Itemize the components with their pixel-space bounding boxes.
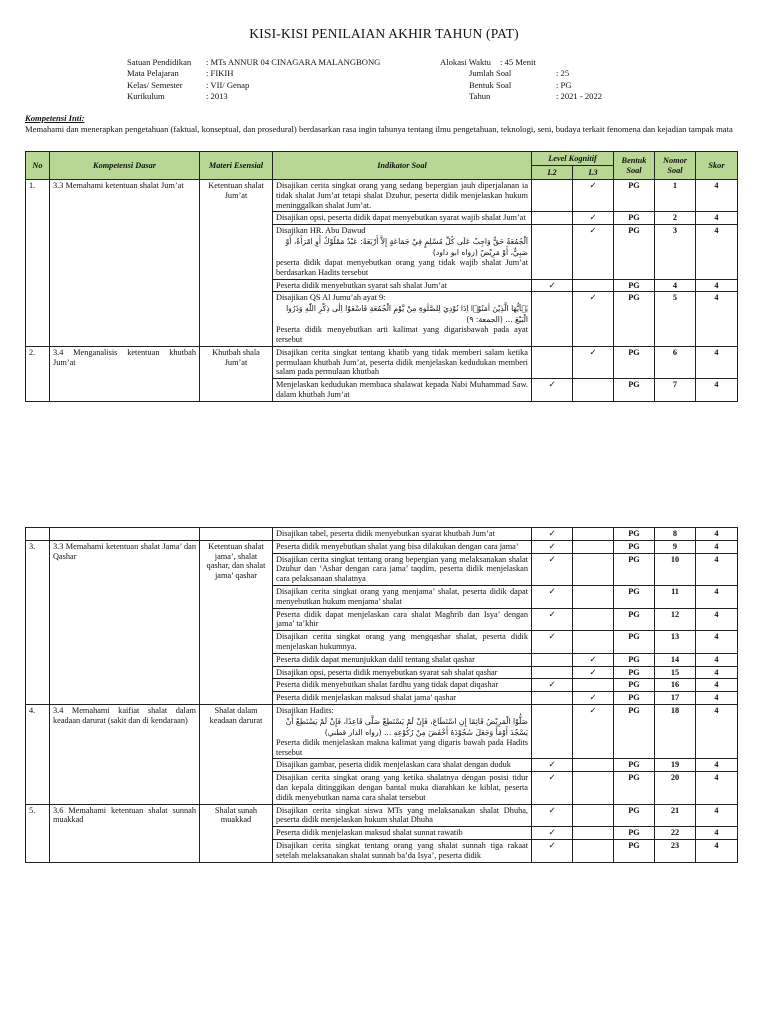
cell-l3-check — [573, 379, 614, 402]
cell-indikator — [273, 225, 532, 279]
cell-skor: 4 — [696, 292, 738, 346]
cell-indikator — [273, 212, 532, 225]
cell-l2-check — [532, 704, 573, 758]
cell-skor: 4 — [696, 692, 738, 705]
cell-skor: 4 — [696, 346, 738, 378]
cell-indikator — [273, 528, 532, 541]
cell-materi: Shalat sunah muakkad — [200, 804, 273, 862]
indikator-text: Disajikan cerita singkat tentang orang yang shalat sunnah tiga rakaat setelah melaksanakan shalat sunnah ba’da Isya’, peserta didik — [276, 840, 528, 860]
indikator-text: Disajikan QS Al Jumu’ah ayat 9: — [276, 293, 386, 303]
header-l2: L2 — [532, 166, 573, 180]
cell-l3-check: ✓ — [573, 180, 614, 212]
cell-bentuk-soal: PG — [614, 692, 655, 705]
cell-nomor-soal: 23 — [655, 839, 696, 862]
cell-bentuk-soal: PG — [614, 225, 655, 279]
indikator-text: peserta didik dapat menyebutkan orang yang tidak wajib shalat Jum’at berdasarkan Hadits tersebut — [276, 257, 528, 277]
meta-value: : MTs ANNUR 04 CINAGARA MALANGBONG — [206, 57, 381, 67]
cell-indikator — [273, 839, 532, 862]
cell-l2-check — [532, 180, 573, 212]
header-indikator: Indikator Soal — [273, 152, 532, 180]
cell-nomor-soal: 22 — [655, 827, 696, 840]
indikator-text: Peserta didik menjelaskan maksud shalat jama’ qashar — [276, 693, 457, 703]
meta-row — [127, 80, 380, 91]
cell-indikator — [273, 540, 532, 553]
indikator-text: Peserta didik dapat menjelaskan cara shalat Maghrib dan Isya’ dengan jama’ ta’khir — [276, 609, 528, 629]
cell-l3-check: ✓ — [573, 653, 614, 666]
meta-value: : 2013 — [206, 91, 228, 102]
header-kompetensi-dasar: Kompetensi Dasar — [50, 152, 200, 180]
cell-bentuk-soal: PG — [614, 839, 655, 862]
cell-bentuk-soal: PG — [614, 666, 655, 679]
meta-label: Kelas/ Semester — [127, 79, 183, 90]
meta-value: : 25 — [556, 68, 570, 79]
cell-indikator — [273, 666, 532, 679]
cell-l3-check — [573, 540, 614, 553]
cell-l2-check — [532, 666, 573, 679]
cell-materi — [200, 528, 273, 541]
kisi-table-1 — [25, 151, 738, 402]
cell-skor: 4 — [696, 772, 738, 804]
indikator-text: Disajikan tabel, peserta didik menyebutkan syarat khutbah Jum’at — [276, 529, 495, 538]
cell-l2-check: ✓ — [532, 528, 573, 541]
colon: : — [81, 113, 85, 123]
cell-indikator — [273, 292, 532, 346]
cell-kompetensi-dasar: 3.4 Memahami kaifiat shalat dalam keadaan darurat (sakit dan di kendaraan) — [50, 704, 200, 804]
cell-l3-check — [573, 839, 614, 862]
cell-nomor-soal: 6 — [655, 346, 696, 378]
cell-l2-check — [532, 292, 573, 346]
cell-skor: 4 — [696, 379, 738, 402]
cell-l2-check: ✓ — [532, 827, 573, 840]
indikator-text: Peserta didik menjelaskan makna kalimat yang digaris bawah pada Hadits tersebut — [276, 737, 528, 757]
cell-l2-check: ✓ — [532, 279, 573, 292]
cell-l2-check: ✓ — [532, 804, 573, 827]
cell-skor: 4 — [696, 528, 738, 541]
meta-value: : PG — [556, 79, 572, 90]
cell-bentuk-soal: PG — [614, 346, 655, 378]
meta-value: : 45 Menit — [500, 57, 536, 67]
table-body — [26, 528, 738, 863]
cell-l2-check — [532, 346, 573, 378]
kompetensi-inti-text: Memahami dan menerapkan pengetahuan (faktual, konseptual, dan prosedural) berdasarkan rasa ingin tahunya tentang ilmu pengetahuan, teknologi, seni, budaya terkait fenomena dan kejadian tampak mata — [25, 124, 733, 134]
cell-indikator — [273, 827, 532, 840]
cell-skor: 4 — [696, 608, 738, 631]
cell-l2-check — [532, 225, 573, 279]
cell-bentuk-soal: PG — [614, 827, 655, 840]
header-level-kognitif: Level Kognitif — [532, 152, 614, 166]
cell-indikator — [273, 553, 532, 585]
cell-l3-check — [573, 608, 614, 631]
cell-l2-check: ✓ — [532, 540, 573, 553]
cell-l3-check — [573, 279, 614, 292]
cell-indikator — [273, 346, 532, 378]
indikator-text: Disajikan opsi, peserta didik menyebutkan syarat sah shalat qashar — [276, 667, 498, 677]
cell-bentuk-soal: PG — [614, 553, 655, 585]
cell-skor: 4 — [696, 553, 738, 585]
table-row — [26, 704, 738, 758]
cell-nomor-soal: 12 — [655, 608, 696, 631]
cell-no: 2. — [26, 346, 50, 401]
cell-l3-check — [573, 679, 614, 692]
cell-l2-check: ✓ — [532, 679, 573, 692]
meta-label: Jumlah Soal — [469, 68, 512, 79]
cell-no — [26, 528, 50, 541]
meta-right — [440, 57, 602, 103]
cell-bentuk-soal: PG — [614, 212, 655, 225]
table-row — [26, 180, 738, 212]
cell-nomor-soal: 15 — [655, 666, 696, 679]
cell-skor: 4 — [696, 631, 738, 654]
cell-indikator — [273, 679, 532, 692]
indikator-text: Disajikan cerita singkat siswa MTs yang melaksanakan shalat Dhuha, peserta didik menjelaskan hukum shalat Dhuha — [276, 805, 528, 825]
cell-l3-check — [573, 528, 614, 541]
cell-skor: 4 — [696, 827, 738, 840]
cell-bentuk-soal: PG — [614, 759, 655, 772]
cell-l3-check: ✓ — [573, 225, 614, 279]
cell-bentuk-soal: PG — [614, 631, 655, 654]
cell-nomor-soal: 2 — [655, 212, 696, 225]
cell-l3-check — [573, 772, 614, 804]
indikator-text: Peserta didik menyebutkan shalat fardhu yang tidak dapat diqashar — [276, 680, 499, 690]
meta-label: Alokasi Waktu — [440, 57, 491, 67]
header-skor: Skor — [696, 152, 738, 180]
cell-l3-check — [573, 553, 614, 585]
header-bentuk-soal: Bentuk Soal — [614, 152, 655, 180]
indikator-text: Disajikan cerita singkat tentang orang bepergian yang melaksanakan shalat Dzuhur dan ‘Ashar dengan cara jama’ taqdim, peserta didik menjelaskan cara pelaksanaan shalatnya — [276, 554, 528, 584]
arabic-quote: صَلُّوْا الْمَرِيْضُ قَائِمًا إِنِ اسْتَطَاعَ، فَإِنْ لَمْ يَسْتَطِعْ صَلَّى قَاعِدًا، فَإِنْ لَمْ يَسْتَطِعْ أَنْ يَسْجُدَ أَوْمَأَ وَجَعَلَ سُجُوْدَهُ أَخْفَضَ مِنْ رُكُوْعِهِ ... (رواه الدار قطني) — [285, 716, 528, 737]
cell-skor: 4 — [696, 585, 738, 608]
indikator-text: Peserta didik menyebutkan syarat sah shalat Jum’at — [276, 280, 447, 290]
cell-l2-check: ✓ — [532, 585, 573, 608]
cell-l3-check — [573, 804, 614, 827]
cell-nomor-soal: 9 — [655, 540, 696, 553]
header-nomor-soal: Nomor Soal — [655, 152, 696, 180]
table-header-row — [26, 152, 738, 166]
header-materi: Materi Esensial — [200, 152, 273, 180]
indikator-text: Disajikan cerita singkat orang yang mengqashar shalat, peserta didik menjelaskan hukumnya. — [276, 632, 528, 651]
cell-skor: 4 — [696, 279, 738, 292]
cell-nomor-soal: 3 — [655, 225, 696, 279]
cell-kompetensi-dasar: 3.6 Memahami ketentuan shalat sunnah muakkad — [50, 804, 200, 862]
cell-nomor-soal: 14 — [655, 653, 696, 666]
cell-nomor-soal: 7 — [655, 379, 696, 402]
indikator-text: Peserta didik dapat menunjukkan dalil tentang shalat qashar — [276, 654, 475, 664]
cell-l2-check — [532, 653, 573, 666]
cell-materi: Shalat dalam keadaan darurat — [200, 704, 273, 804]
cell-skor: 4 — [696, 212, 738, 225]
indikator-text: Peserta didik menjelaskan maksud shalat sunnat rawatib — [276, 828, 463, 838]
cell-kompetensi-dasar — [50, 528, 200, 541]
cell-bentuk-soal: PG — [614, 608, 655, 631]
cell-indikator — [273, 608, 532, 631]
cell-indikator — [273, 585, 532, 608]
cell-no: 1. — [26, 180, 50, 347]
meta-value: : VII/ Genap — [206, 79, 250, 90]
meta-label: Bentuk Soal — [469, 79, 512, 90]
cell-skor: 4 — [696, 666, 738, 679]
indikator-text: Menjelaskan kedudukan membaca shalawat kepada Nabi Muhammad Saw. dalam khutbah Jum’at — [276, 380, 528, 399]
cell-bentuk-soal: PG — [614, 585, 655, 608]
cell-bentuk-soal: PG — [614, 679, 655, 692]
cell-indikator — [273, 180, 532, 212]
cell-bentuk-soal: PG — [614, 804, 655, 827]
cell-l3-check: ✓ — [573, 292, 614, 346]
cell-l3-check — [573, 585, 614, 608]
meta-label: Satuan Pendidikan — [127, 57, 192, 67]
kisi-table-2 — [25, 527, 738, 863]
cell-indikator — [273, 692, 532, 705]
cell-l3-check: ✓ — [573, 692, 614, 705]
cell-bentuk-soal: PG — [614, 540, 655, 553]
cell-nomor-soal: 8 — [655, 528, 696, 541]
cell-l3-check: ✓ — [573, 346, 614, 378]
cell-l3-check: ✓ — [573, 666, 614, 679]
cell-indikator — [273, 653, 532, 666]
meta-value: : 2021 - 2022 — [556, 91, 603, 102]
table-row — [26, 804, 738, 827]
cell-no: 3. — [26, 540, 50, 704]
meta-label: Tahun — [469, 91, 491, 102]
cell-skor: 4 — [696, 653, 738, 666]
cell-nomor-soal: 19 — [655, 759, 696, 772]
cell-nomor-soal: 20 — [655, 772, 696, 804]
cell-l2-check: ✓ — [532, 608, 573, 631]
meta-row — [440, 57, 602, 68]
cell-l2-check: ✓ — [532, 379, 573, 402]
arabic-quote: يٰۤاَيُّهَا الَّذِيْنَ اٰمَنُوْۤا اِذَا نُوْدِيَ لِلصَّلٰوةِ مِنْ يَّوْمِ الْجُمُعَةِ فَاسْعَوْا اِلٰى ذِكْرِ اللّٰهِ وَذَرُوا الْبَيْعَ ... (الجمعة: ٩) — [286, 304, 528, 325]
cell-indikator — [273, 279, 532, 292]
cell-l3-check — [573, 827, 614, 840]
indikator-text: Peserta didik menyebutkan shalat yang bisa dilakukan dengan cara jama’ — [276, 541, 519, 551]
cell-skor: 4 — [696, 704, 738, 758]
cell-materi: Ketentuan shalat jama’, shalat qashar, dan shalat jama’ qashar — [200, 540, 273, 704]
cell-nomor-soal: 4 — [655, 279, 696, 292]
cell-skor: 4 — [696, 804, 738, 827]
cell-bentuk-soal: PG — [614, 292, 655, 346]
cell-l2-check: ✓ — [532, 839, 573, 862]
cell-skor: 4 — [696, 225, 738, 279]
cell-nomor-soal: 1 — [655, 180, 696, 212]
meta-row — [440, 91, 602, 102]
indikator-text: Disajikan cerita singkat orang yang sedang bepergian jauh diperjalanan ia tidak shalat Jum’at tetapi shalat Dzuhur, peserta didik menjelaskan hukum meninggalkan shalat Jum’at. — [276, 181, 528, 210]
kompetensi-inti-label-text: Kompetensi Inti — [25, 113, 82, 123]
cell-l3-check: ✓ — [573, 212, 614, 225]
cell-skor: 4 — [696, 679, 738, 692]
cell-nomor-soal: 17 — [655, 692, 696, 705]
cell-kompetensi-dasar: 3.4 Menganalisis ketentuan khutbah Jum’at — [50, 346, 200, 401]
cell-nomor-soal: 10 — [655, 553, 696, 585]
cell-nomor-soal: 5 — [655, 292, 696, 346]
cell-l2-check — [532, 692, 573, 705]
cell-kompetensi-dasar: 3.3 Memahami ketentuan shalat Jama’ dan Qashar — [50, 540, 200, 704]
cell-l2-check: ✓ — [532, 553, 573, 585]
table-body — [26, 180, 738, 402]
meta-row — [440, 68, 602, 79]
indikator-text: Disajikan cerita singkat tentang khatib yang tidak memberi salam ketika permulaan khutbah Jum’at, peserta didik menjelaskan kedudukan memberi salam pada permulaan khutbah — [276, 347, 528, 377]
table-row — [26, 528, 738, 541]
cell-l2-check: ✓ — [532, 631, 573, 654]
cell-l2-check: ✓ — [532, 772, 573, 804]
cell-indikator — [273, 772, 532, 804]
cell-bentuk-soal: PG — [614, 279, 655, 292]
indikator-text: Disajikan cerita singkat orang yang menjama’ shalat, peserta didik dapat menyebutkan hukum menjama’ shalat — [276, 586, 528, 606]
cell-bentuk-soal: PG — [614, 528, 655, 541]
meta-left — [127, 57, 380, 103]
cell-l3-check: ✓ — [573, 704, 614, 758]
cell-nomor-soal: 18 — [655, 704, 696, 758]
cell-nomor-soal: 11 — [655, 585, 696, 608]
indikator-text: Disajikan opsi, peserta didik dapat menyebutkan syarat wajib shalat Jum’at — [276, 213, 526, 223]
cell-l2-check: ✓ — [532, 759, 573, 772]
cell-indikator — [273, 631, 532, 654]
kompetensi-inti-label — [25, 113, 84, 123]
cell-skor: 4 — [696, 540, 738, 553]
cell-skor: 4 — [696, 180, 738, 212]
arabic-quote: اَلْجُمُعَةُ حَقٌّ وَاجِبٌ عَلَى كُلِّ مُسْلِمٍ فِيْ جَمَاعَةٍ إِلاَّ أَرْبَعَةً: عَبْدٌ مَمْلُوْكٌ أَوِ امْرَأَةٌ، أَوْ صَبِيٌّ، أَوْ مَرِيْضٌ (رواه ابو داود) — [285, 236, 528, 257]
cell-bentuk-soal: PG — [614, 772, 655, 804]
cell-bentuk-soal: PG — [614, 180, 655, 212]
cell-nomor-soal: 16 — [655, 679, 696, 692]
cell-nomor-soal: 21 — [655, 804, 696, 827]
cell-indikator — [273, 704, 532, 758]
cell-bentuk-soal: PG — [614, 704, 655, 758]
header-no: No — [26, 152, 50, 180]
page-title: KISI-KISI PENILAIAN AKHIR TAHUN (PAT) — [249, 26, 519, 41]
cell-indikator — [273, 804, 532, 827]
cell-materi: Ketentuan shalat Jum’at — [200, 180, 273, 347]
meta-row — [127, 68, 380, 79]
table-row — [26, 540, 738, 553]
cell-bentuk-soal: PG — [614, 653, 655, 666]
indikator-text: Disajikan Hadits: — [276, 705, 334, 715]
cell-kompetensi-dasar: 3.3 Memahami ketentuan shalat Jum’at — [50, 180, 200, 347]
cell-l2-check — [532, 212, 573, 225]
indikator-text: Disajikan HR. Abu Dawud — [276, 226, 366, 236]
cell-l3-check — [573, 759, 614, 772]
indikator-text: Peserta didik menyebutkan arti kalimat yang digarisbawah pada ayat tersebut — [276, 325, 528, 344]
meta-row — [440, 80, 602, 91]
indikator-text: Disajikan cerita singkat orang yang ketika shalatnya dengan posisi tidur dan kepala ditinggikan dengan bantal muka diarahkan ke kiblat, peserta didik menyebutkan nama cara shalat tersebut — [276, 773, 528, 802]
meta-value: : FIKIH — [206, 68, 234, 79]
indikator-text: Disajikan gambar, peserta didik menjelaskan cara shalat dengan duduk — [276, 760, 511, 770]
meta-label: Kurikulum — [127, 91, 165, 102]
meta-row — [127, 91, 380, 102]
meta-label: Mata Pelajaran — [127, 68, 179, 79]
cell-materi: Khutbah shala Jum’at — [200, 346, 273, 401]
meta-row — [127, 57, 380, 68]
cell-no: 5. — [26, 804, 50, 862]
cell-indikator — [273, 379, 532, 402]
cell-nomor-soal: 13 — [655, 631, 696, 654]
cell-skor: 4 — [696, 759, 738, 772]
cell-no: 4. — [26, 704, 50, 804]
cell-skor: 4 — [696, 839, 738, 862]
cell-indikator — [273, 759, 532, 772]
header-l3: L3 — [573, 166, 614, 180]
cell-bentuk-soal: PG — [614, 379, 655, 402]
cell-l3-check — [573, 631, 614, 654]
table-row — [26, 346, 738, 378]
